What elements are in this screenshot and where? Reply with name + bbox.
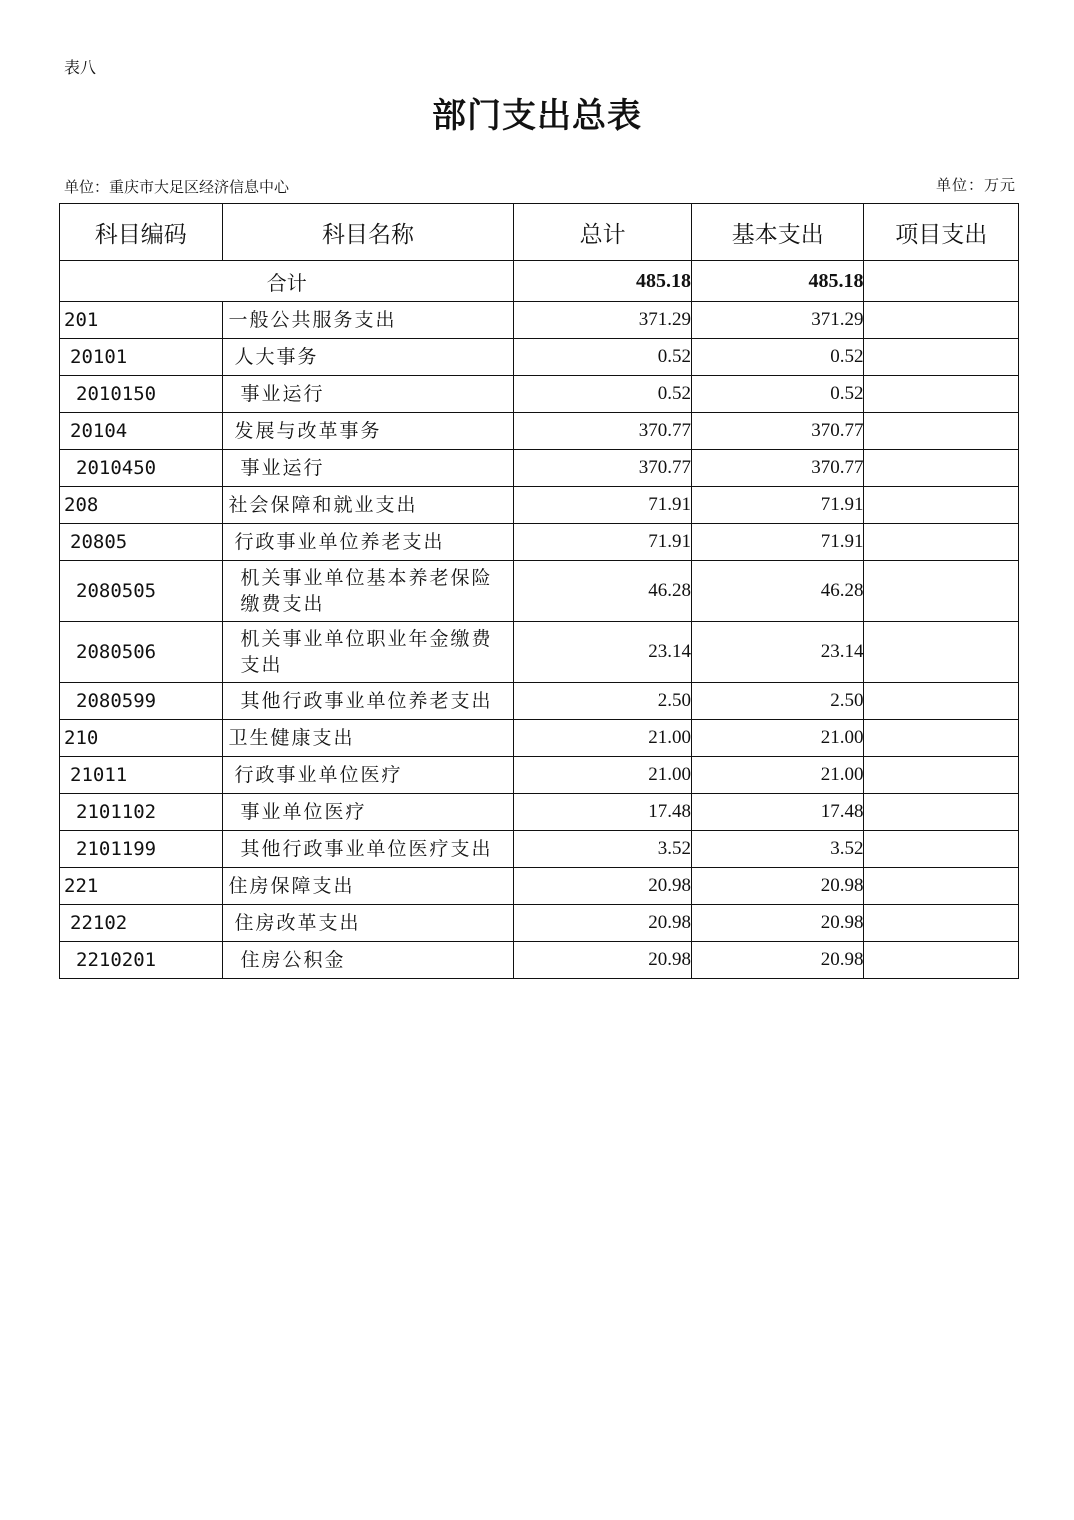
table-row (60, 683, 1019, 720)
row-basic: 0.52 (691, 376, 864, 413)
row-name: 行政事业单位医疗 (222, 757, 514, 794)
row-total: 370.77 (514, 413, 692, 450)
row-basic: 371.29 (691, 302, 864, 339)
row-total: 20.98 (514, 942, 692, 979)
total-label: 合计 (60, 261, 514, 302)
row-total: 3.52 (514, 831, 692, 868)
row-basic: 3.52 (691, 831, 864, 868)
row-project (864, 450, 1019, 487)
row-project (864, 868, 1019, 905)
row-project (864, 683, 1019, 720)
row-project (864, 339, 1019, 376)
row-total: 20.98 (514, 868, 692, 905)
row-name: 住房保障支出 (222, 868, 514, 905)
row-project (864, 622, 1019, 683)
row-project (864, 561, 1019, 622)
table-row (60, 622, 1019, 683)
row-code: 2010150 (60, 376, 223, 413)
row-code: 2080506 (60, 622, 223, 683)
row-basic: 0.52 (691, 339, 864, 376)
row-basic: 20.98 (691, 942, 864, 979)
row-basic: 71.91 (691, 487, 864, 524)
row-total: 71.91 (514, 524, 692, 561)
row-name: 发展与改革事务 (222, 413, 514, 450)
table-row (60, 561, 1019, 622)
table-row (60, 487, 1019, 524)
header-name: 科目名称 (222, 204, 514, 261)
row-total: 371.29 (514, 302, 692, 339)
row-total: 46.28 (514, 561, 692, 622)
row-name: 住房公积金 (222, 942, 514, 979)
table-row (60, 831, 1019, 868)
row-code: 208 (60, 487, 223, 524)
row-project (864, 942, 1019, 979)
row-name: 事业运行 (222, 376, 514, 413)
table-row (60, 339, 1019, 376)
table-row (60, 302, 1019, 339)
row-basic: 370.77 (691, 450, 864, 487)
table-row (60, 720, 1019, 757)
row-project (864, 302, 1019, 339)
row-project (864, 757, 1019, 794)
header-basic: 基本支出 (691, 204, 864, 261)
table-row (60, 757, 1019, 794)
row-basic: 46.28 (691, 561, 864, 622)
header-total: 总计 (514, 204, 692, 261)
row-basic: 20.98 (691, 905, 864, 942)
row-total: 0.52 (514, 339, 692, 376)
row-code: 20104 (60, 413, 223, 450)
table-row (60, 450, 1019, 487)
table-row (60, 413, 1019, 450)
row-total: 17.48 (514, 794, 692, 831)
table-row (60, 376, 1019, 413)
row-basic: 23.14 (691, 622, 864, 683)
row-name: 其他行政事业单位医疗支出 (222, 831, 514, 868)
row-basic: 21.00 (691, 720, 864, 757)
row-basic: 20.98 (691, 868, 864, 905)
row-name: 住房改革支出 (222, 905, 514, 942)
row-basic: 17.48 (691, 794, 864, 831)
row-name: 机关事业单位职业年金缴费支出 (222, 622, 514, 683)
row-project (864, 794, 1019, 831)
row-project (864, 376, 1019, 413)
row-name: 卫生健康支出 (222, 720, 514, 757)
row-code: 201 (60, 302, 223, 339)
table-row (60, 868, 1019, 905)
row-name: 人大事务 (222, 339, 514, 376)
row-name: 其他行政事业单位养老支出 (222, 683, 514, 720)
header-row (60, 204, 1019, 261)
row-code: 2210201 (60, 942, 223, 979)
row-project (864, 905, 1019, 942)
row-code: 210 (60, 720, 223, 757)
total-project (864, 261, 1019, 302)
row-project (864, 524, 1019, 561)
row-name: 机关事业单位基本养老保险缴费支出 (222, 561, 514, 622)
row-code: 22102 (60, 905, 223, 942)
row-total: 21.00 (514, 757, 692, 794)
row-total: 2.50 (514, 683, 692, 720)
row-total: 20.98 (514, 905, 692, 942)
row-basic: 370.77 (691, 413, 864, 450)
row-basic: 71.91 (691, 524, 864, 561)
row-total: 71.91 (514, 487, 692, 524)
row-project (864, 487, 1019, 524)
row-name: 一般公共服务支出 (222, 302, 514, 339)
expense-table (59, 203, 1019, 979)
total-amount: 485.18 (514, 261, 692, 302)
row-total: 21.00 (514, 720, 692, 757)
table-row (60, 524, 1019, 561)
row-basic: 2.50 (691, 683, 864, 720)
row-name: 事业单位医疗 (222, 794, 514, 831)
row-code: 20101 (60, 339, 223, 376)
row-basic: 21.00 (691, 757, 864, 794)
total-basic: 485.18 (691, 261, 864, 302)
row-code: 2010450 (60, 450, 223, 487)
table-number-label: 表八 (64, 58, 97, 77)
row-name: 行政事业单位养老支出 (222, 524, 514, 561)
row-project (864, 413, 1019, 450)
row-code: 20805 (60, 524, 223, 561)
row-project (864, 720, 1019, 757)
page-title: 部门支出总表 (432, 96, 642, 136)
reporting-unit: 单位：重庆市大足区经济信息中心 (64, 178, 290, 196)
row-code: 2080505 (60, 561, 223, 622)
header-code: 科目编码 (60, 204, 223, 261)
table-row (60, 794, 1019, 831)
table-row (60, 942, 1019, 979)
row-total: 0.52 (514, 376, 692, 413)
row-total: 23.14 (514, 622, 692, 683)
row-name: 社会保障和就业支出 (222, 487, 514, 524)
table-row (60, 905, 1019, 942)
row-code: 2101199 (60, 831, 223, 868)
row-code: 2101102 (60, 794, 223, 831)
row-code: 221 (60, 868, 223, 905)
row-code: 2080599 (60, 683, 223, 720)
row-name: 事业运行 (222, 450, 514, 487)
row-project (864, 831, 1019, 868)
row-total: 370.77 (514, 450, 692, 487)
total-row (60, 261, 1019, 302)
currency-unit: 单位：万元 (935, 176, 1016, 194)
header-project: 项目支出 (864, 204, 1019, 261)
row-code: 21011 (60, 757, 223, 794)
